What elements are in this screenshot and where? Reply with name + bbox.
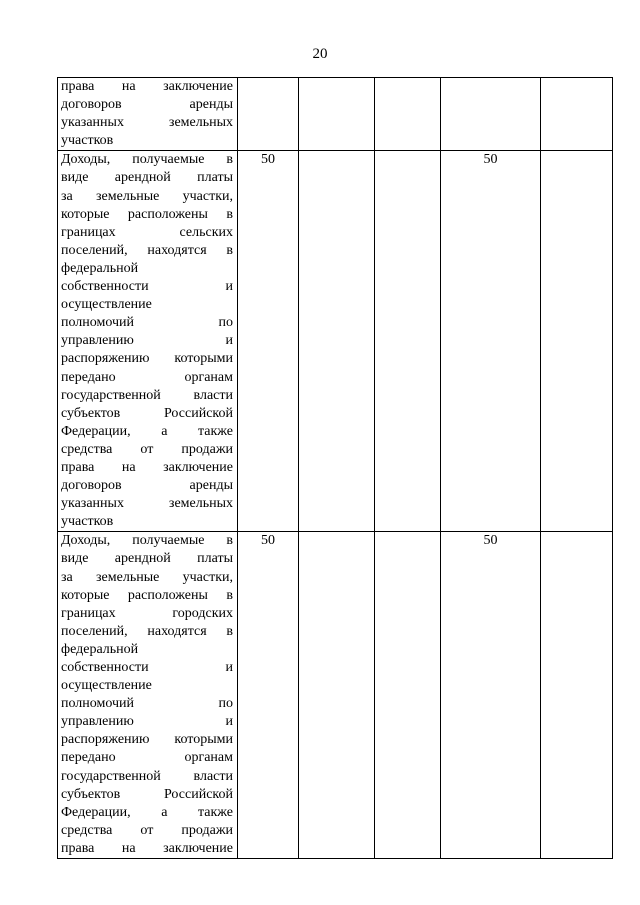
table-row [58,532,613,859]
description-line: указанных земельных [61,115,233,131]
value-cell [541,151,613,532]
page-number: 20 [312,46,328,62]
description-line: поселений, находятся в [61,242,233,258]
value-cell [299,151,375,532]
value-cell [238,78,299,151]
description-line: полномочий по [61,315,233,331]
value-cell [375,151,441,532]
description-line: указанных земельных [61,496,233,512]
description-line: государственной власти [61,387,233,403]
description-line: государственной власти [61,768,233,784]
description-line: Федерации, а также [61,804,233,820]
description-line: средства от продажи [61,441,233,457]
value-cell: 50 [238,151,299,532]
description-line: за земельные участки, [61,569,233,585]
description-line: границах сельских [61,224,233,240]
description-line: управлению и [61,333,233,349]
value-cell: 50 [238,532,299,859]
income-description-cell [58,532,238,859]
description-line: осуществление [61,297,152,313]
value-cell [299,78,375,151]
description-line: собственности и [61,660,233,675]
description-line: права на заключение [61,840,233,856]
description-line: осуществление [61,678,152,694]
value-cell [441,78,541,151]
description-line: Доходы, получаемые в [61,152,233,168]
description-line: права на заключение [61,459,233,475]
description-line: распоряжению которыми [61,732,233,748]
value-cell [375,78,441,151]
description-line: виде арендной платы [61,170,233,186]
description-line: собственности и [61,279,233,295]
description-line: договоров аренды [61,478,233,494]
value-cell: 50 [441,532,541,859]
description-line: управлению и [61,714,233,730]
description-line: участков [61,514,114,530]
description-line: федеральной [61,260,139,276]
description-line: права на заключение [61,79,233,94]
description-line: Федерации, а также [61,423,233,439]
value-cell [541,78,613,151]
income-description-cell [58,151,238,532]
table-row [58,151,613,532]
description-line: передано органам [61,369,233,385]
value-cell [375,532,441,859]
description-line: федеральной [61,641,139,657]
value-cell: 50 [441,151,541,532]
value-cell [541,532,613,859]
description-line: договоров аренды [61,97,233,113]
description-line: которые расположены в [61,206,233,222]
description-line: субъектов Российской [61,786,233,802]
description-line: которые расположены в [61,587,233,603]
description-line: передано органам [61,750,233,766]
description-line: субъектов Российской [61,405,233,421]
description-line: за земельные участки, [61,188,233,204]
description-line: поселений, находятся в [61,623,233,639]
description-line: полномочий по [61,696,233,712]
value-cell [299,532,375,859]
description-line: средства от продажи [61,822,233,838]
description-line: участков [61,133,114,149]
income-description-cell [58,78,238,151]
description-line: виде арендной платы [61,551,233,567]
description-line: распоряжению которыми [61,351,233,367]
budget-distribution-table [57,77,613,859]
description-line: границах городских [61,605,233,621]
description-line: Доходы, получаемые в [61,533,233,549]
table-row [58,78,613,151]
table-body [58,78,613,859]
